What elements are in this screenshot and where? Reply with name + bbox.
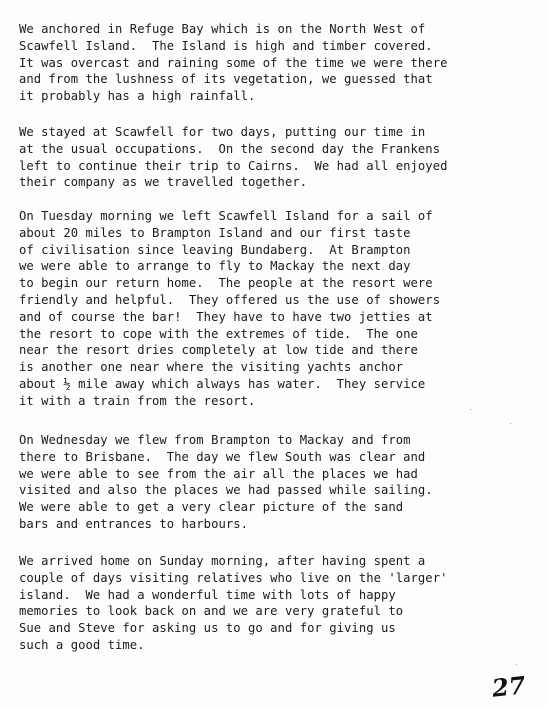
text-line: left to continue their trip to Cairns. We had all enjoyed: [19, 158, 448, 173]
paragraph-arrival-home: [19, 553, 544, 654]
text-line: at the usual occupations. On the second day the Frankens: [19, 141, 441, 156]
text-line: we were able to arrange to fly to Mackay the next day: [19, 259, 411, 274]
text-line: it with a train from the resort.: [19, 393, 256, 408]
text-line: We anchored in Refuge Bay which is on the North West of: [19, 22, 426, 36]
text-line: island. We had a wonderful time with lots of happy: [19, 587, 396, 602]
paragraph-brampton-island: [19, 208, 544, 410]
text-line: such a good time.: [19, 637, 145, 652]
paragraph-scawfell-stay: [19, 124, 544, 191]
text-line: memories to look back on and we are very grateful to: [19, 604, 404, 619]
text-line: there to Brisbane. The day we flew South was clear and: [19, 449, 426, 464]
text-line: It was overcast and raining some of the time we were there: [19, 55, 448, 70]
text-line: Scawfell Island. The Island is high and timber covered.: [19, 38, 433, 53]
paper-speck: [510, 423, 511, 424]
text-line: On Wednesday we flew from Brampton to Mackay and from: [19, 433, 411, 447]
text-line: near the resort dries completely at low tide and there: [19, 343, 418, 358]
text-line: it probably has a high rainfall.: [19, 89, 256, 104]
paragraph-refuge-bay: [19, 21, 544, 105]
paper-speck: [470, 409, 471, 410]
text-line: about ½ mile away which always has water. They service: [19, 376, 426, 391]
handwritten-page-number: 27: [490, 670, 527, 703]
text-line: friendly and helpful. They offered us the use of showers: [19, 292, 441, 307]
text-line: to begin our return home. The people at the resort were: [19, 276, 433, 291]
text-line: is another one near where the visiting yachts anchor: [19, 360, 404, 375]
text-line: and of course the bar! They have to have two jetties at: [19, 309, 433, 324]
text-line: visited and also the places we had passed while sailing.: [19, 483, 433, 498]
text-line: We were able to get a very clear picture of the sand: [19, 500, 404, 515]
text-line: We arrived home on Sunday morning, after having spent a: [19, 554, 426, 568]
text-line: Sue and Steve for asking us to go and for giving us: [19, 621, 396, 636]
text-line: we were able to see from the air all the places we had: [19, 466, 418, 481]
text-line: On Tuesday morning we left Scawfell Island for a sail of: [19, 209, 433, 223]
text-line: their company as we travelled together.: [19, 175, 308, 190]
text-line: and from the lushness of its vegetation, we guessed that: [19, 72, 433, 87]
text-line: of civilisation since leaving Bundaberg. At Brampton: [19, 242, 411, 257]
text-line: bars and entrances to harbours.: [19, 516, 249, 531]
text-line: about 20 miles to Brampton Island and our first taste: [19, 225, 411, 240]
text-line: We stayed at Scawfell for two days, putting our time in: [19, 125, 426, 139]
text-line: the resort to cope with the extremes of tide. The one: [19, 326, 418, 341]
paper-speck: [516, 664, 517, 665]
text-line: couple of days visiting relatives who live on the 'larger': [19, 570, 448, 585]
paragraph-flight-home: [19, 432, 544, 533]
